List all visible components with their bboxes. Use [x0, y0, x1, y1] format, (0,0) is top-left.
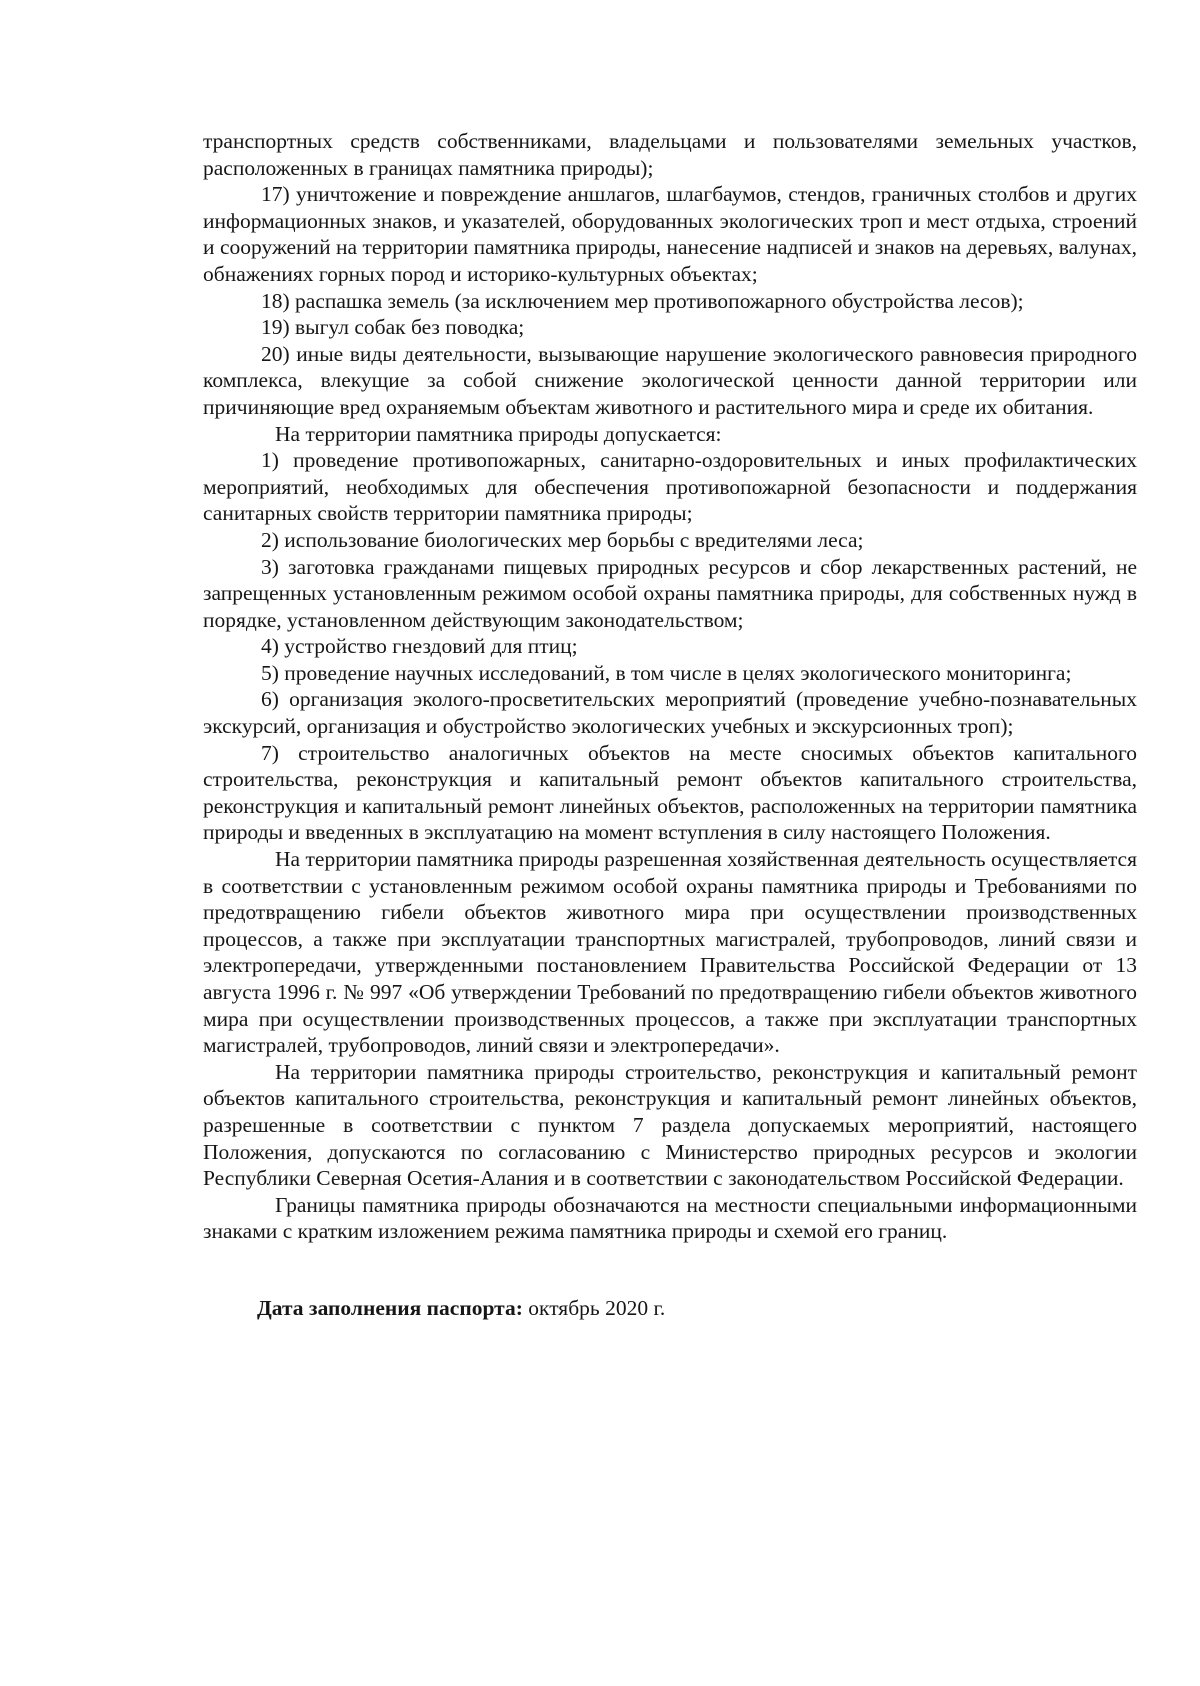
paragraph-construction: На территории памятника природы строительство, реконструкция и капитальный ремонт объектов капитального строительства, реконструкция и капитальный ремонт линейных объектов, разрешенные в соответствии с пунктом 7 раздела допускаемых мероприятий, настоящего Положения, допускаются по согласованию с Министерство природных ресурсов и экологии Республики Северная Осетия-Алания и в соответствии с законодательством Российской Федерации.	[203, 1059, 1137, 1191]
paragraph-allowed-3: 3) заготовка гражданами пищевых природных ресурсов и сбор лекарственных растений, не запрещенных установленным режимом особой охраны памятника природы, для собственных нужд в порядке, установленном действующим законодательством;	[203, 554, 1137, 632]
document-page	[203, 128, 1137, 1322]
paragraph-allowed-5: 5) проведение научных исследований, в том числе в целях экологического мониторинга;	[261, 660, 1072, 685]
paragraph-item-20: 20) иные виды деятельности, вызывающие нарушение экологического равновесия природного комплекса, влекущие за собой снижение экологической ценности данной территории или причиняющие вред охраняемым объектам животного и растительного мира и среде их обитания.	[203, 341, 1137, 419]
paragraph-borders: Границы памятника природы обозначаются на местности специальными информационными знаками с кратким изложением режима памятника природы и схемой его границ.	[203, 1192, 1137, 1244]
fill-date-value: октябрь 2020 г.	[522, 1295, 666, 1320]
fill-date-label: Дата заполнения паспорта:	[257, 1295, 523, 1320]
paragraph-allowed-1: 1) проведение противопожарных, санитарно-оздоровительных и иных профилактических мероприятий, необходимых для обеспечения противопожарной безопасности и поддержания санитарных свойств территории памятника природы;	[203, 448, 1137, 526]
paragraph-allowed-2: 2) использование биологических мер борьбы с вредителями леса;	[261, 527, 864, 552]
paragraph-item-18: 18) распашка земель (за исключением мер противопожарного обустройства лесов);	[261, 288, 1024, 313]
paragraph-item-17: 17) уничтожение и повреждение аншлагов, шлагбаумов, стендов, граничных столбов и других информационных знаков, и указателей, оборудованных экологических троп и мест отдыха, строений и сооружений на территории памятника природы, нанесение надписей и знаков на деревьях, валунах, обнажениях горных пород и историко-культурных объектах;	[203, 182, 1137, 286]
paragraph-allowed-7: 7) строительство аналогичных объектов на месте сносимых объектов капитального строительства, реконструкция и капитальный ремонт объектов капитального строительства, реконструкция и капитальный ремонт линейных объектов, расположенных на территории памятника природы и введенных в эксплуатацию на момент вступления в силу настоящего Положения.	[203, 740, 1137, 845]
paragraph-allowed-heading: На территории памятника природы допускается:	[275, 421, 722, 446]
paragraph-continuation: транспортных средств собственниками, владельцами и пользователями земельных участков, расположенных в границах памятника природы);	[203, 129, 1137, 180]
paragraph-allowed-6: 6) организация эколого-просветительских мероприятий (проведение учебно-познавательных экскурсий, организация и обустройство экологических учебных и экскурсионных троп);	[203, 687, 1137, 739]
paragraph-economic-activity: На территории памятника природы разрешенная хозяйственная деятельность осуществляется в соответствии с установленным режимом особой охраны памятника природы и Требованиями по предотвращению гибели объектов животного мира при осуществлении производственных процессов, а также при эксплуатации транспортных магистралей, трубопроводов, линий связи и электропередачи, утвержденными постановлением Правительства Российской Федерации от 13 августа 1996 г. № 997 «Об утверждении Требований по предотвращению гибели объектов животного мира при осуществлении производственных процессов, а также при эксплуатации транспортных магистралей, трубопроводов, линий связи и электропередачи».	[203, 847, 1137, 1058]
fill-date-line	[203, 1295, 1137, 1322]
paragraph-allowed-4: 4) устройство гнездовий для птиц;	[261, 634, 578, 659]
spacer	[203, 1245, 1137, 1295]
paragraph-item-19: 19) выгул собак без поводка;	[261, 315, 525, 340]
